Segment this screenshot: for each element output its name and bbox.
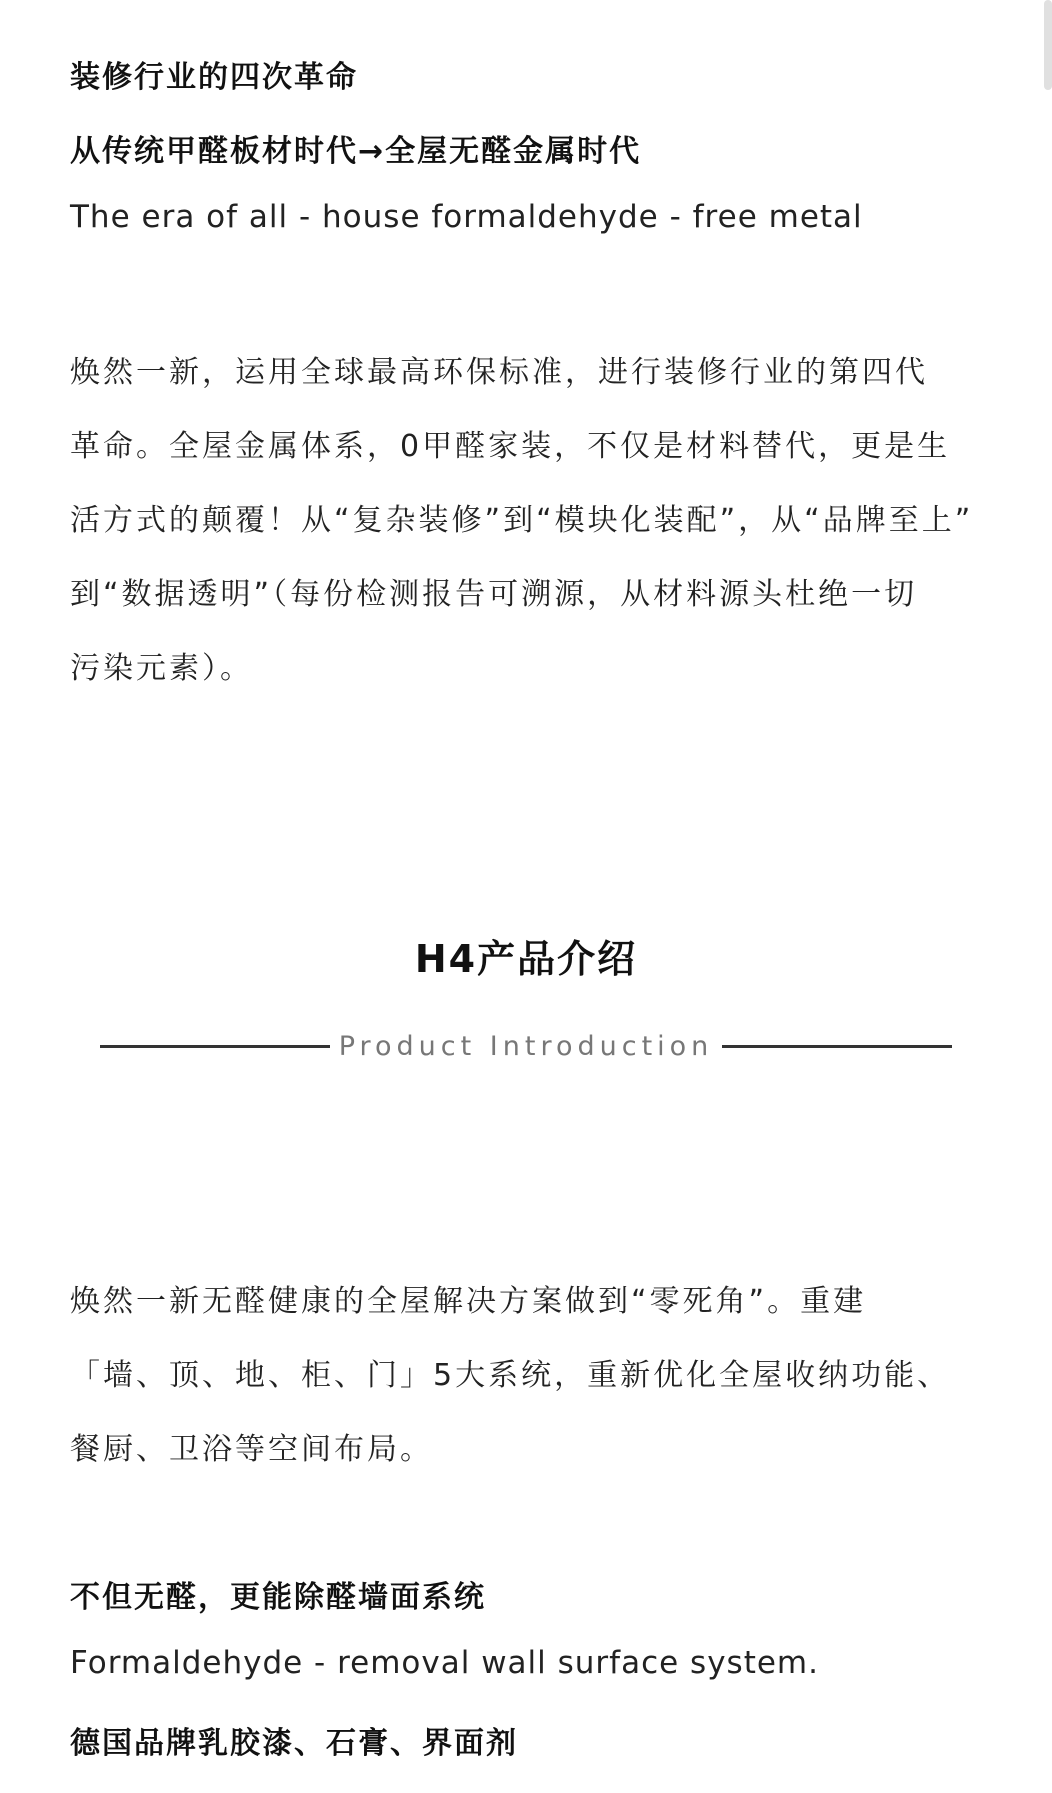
subtitle-english-era: The era of all - house formaldehyde - free metal bbox=[70, 199, 863, 235]
section-title: H4产品介绍 bbox=[414, 937, 638, 981]
paragraph-line: 餐厨、卫浴等空间布局。 bbox=[70, 1432, 433, 1467]
divider-right bbox=[722, 1045, 952, 1048]
paragraph-line: 活方式的颠覆！从“复杂装修”到“模块化装配”，从“品牌至上” bbox=[70, 503, 974, 538]
feature-subtitle-english: Formaldehyde - removal wall surface system. bbox=[70, 1645, 819, 1681]
section-subtitle-row bbox=[100, 1026, 952, 1066]
paragraph-line: 革命。全屋金属体系，0甲醛家装，不仅是材料替代，更是生 bbox=[70, 429, 951, 464]
paragraph-line: 污染元素）。 bbox=[70, 651, 253, 686]
section-subtitle: Product Introduction bbox=[338, 1030, 714, 1062]
paragraph-line: 焕然一新，运用全球最高环保标准，进行装修行业的第四代 bbox=[70, 355, 928, 390]
scrollbar[interactable] bbox=[1044, 0, 1052, 90]
feature-heading: 不但无醛，更能除醛墙面系统 bbox=[70, 1580, 486, 1615]
heading-era-transition: 从传统甲醛板材时代→全屋无醛金属时代 bbox=[70, 134, 642, 169]
feature-detail: 德国品牌乳胶漆、石膏、界面剂 bbox=[70, 1726, 518, 1761]
divider-left bbox=[100, 1045, 330, 1048]
paragraph-line: 焕然一新无醛健康的全屋解决方案做到“零死角”。重建 bbox=[70, 1284, 867, 1319]
paragraph-line: 到“数据透明”（每份检测报告可溯源，从材料源头杜绝一切 bbox=[70, 577, 918, 612]
paragraph-line: 「墙、顶、地、柜、门」5大系统，重新优化全屋收纳功能、 bbox=[70, 1358, 951, 1393]
heading-four-revolutions: 装修行业的四次革命 bbox=[70, 60, 358, 95]
